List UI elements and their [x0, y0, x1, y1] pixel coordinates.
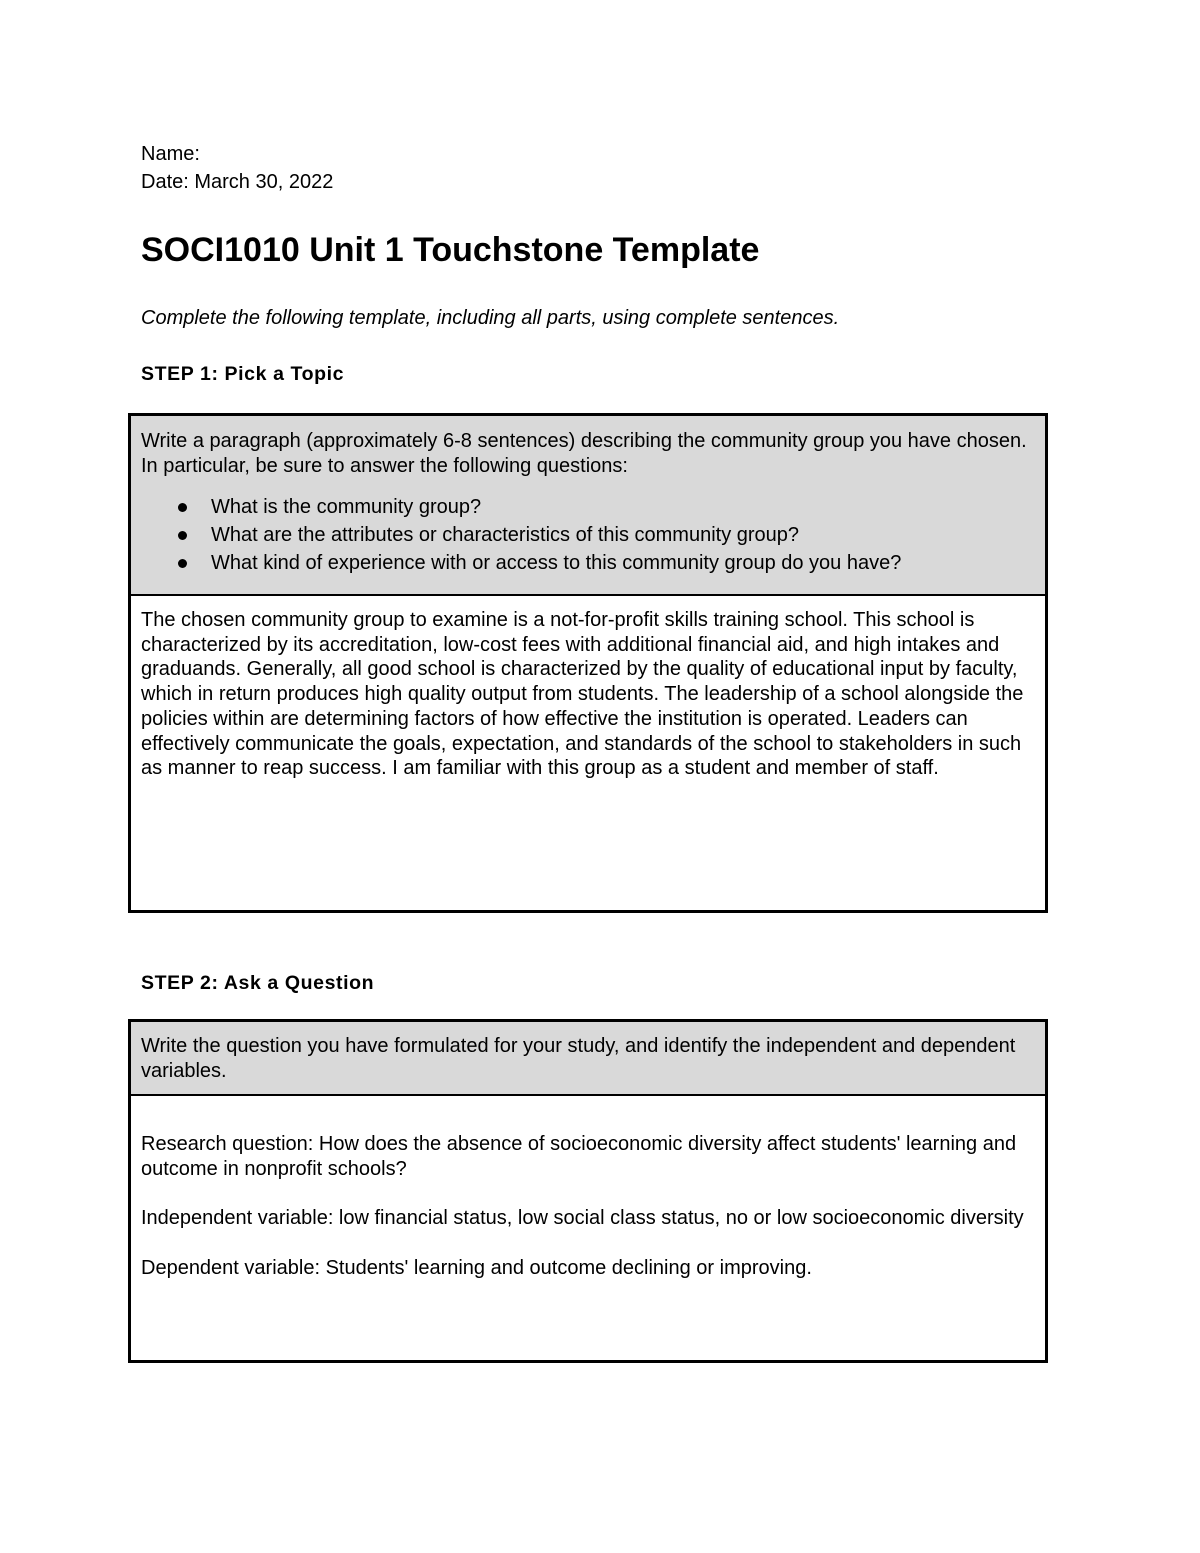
research-question-text: Research question: How does the absence of socioeconomic diversity affect students' learning and outcome in nonprofit schools?: [141, 1133, 1017, 1180]
name-label: Name:: [141, 143, 200, 165]
instructions: Complete the following template, including all parts, using complete sentences.: [141, 307, 840, 329]
step2-prompt-cell: [131, 1022, 1045, 1096]
step1-answer-text: The chosen community group to examine is a not-for-profit skills training school. This school is characterized by its accreditation, low-cost fees with additional financial aid, and high intakes and graduands. Generally, all good school is characterized by the quality of educational input by faculty, which in return produces high quality output from students. The leadership of a school alongside the policies within are determining factors of how effective the institution is operated. Leaders can effectively communicate the goals, expectation, and standards of the school to stakeholders in such as manner to reap success. I am familiar with this group as a student and member of staff.: [141, 609, 1024, 780]
dependent-variable-text: Dependent variable: Students' learning and outcome declining or improving.: [141, 1257, 812, 1280]
list-item: [141, 521, 1035, 549]
step1-table: [128, 413, 1048, 913]
bullet-text: What kind of experience with or access to this community group do you have?: [211, 552, 902, 574]
step1-prompt-text: Write a paragraph (approximately 6-8 sentences) describing the community group you have chosen. In particular, be sure to answer the following questions:: [141, 430, 1027, 477]
independent-variable-text: Independent variable: low financial status, low social class status, no or low socioeconomic diversity: [141, 1207, 1024, 1230]
step2-prompt-text: Write the question you have formulated for your study, and identify the independent and dependent variables.: [141, 1035, 1016, 1082]
bullet-icon: [178, 559, 187, 568]
bullet-text: What is the community group?: [211, 496, 482, 518]
step1-prompt-cell: [131, 416, 1045, 596]
step1-answer-cell[interactable]: [131, 596, 1045, 781]
step2-table: [128, 1019, 1048, 1363]
bullet-text: What are the attributes or characteristics of this community group?: [211, 524, 800, 546]
bullet-icon: [178, 531, 187, 540]
step1-heading: STEP 1: Pick a Topic: [141, 363, 345, 385]
step2-answer-cell[interactable]: [131, 1096, 1045, 1281]
page-title: SOCI1010 Unit 1 Touchstone Template: [141, 231, 760, 269]
step1-question-list: [141, 493, 1035, 577]
list-item: [141, 493, 1035, 521]
step2-heading: STEP 2: Ask a Question: [141, 972, 375, 994]
list-item: [141, 549, 1035, 577]
bullet-icon: [178, 503, 187, 512]
date-line: Date: March 30, 2022: [141, 171, 334, 193]
